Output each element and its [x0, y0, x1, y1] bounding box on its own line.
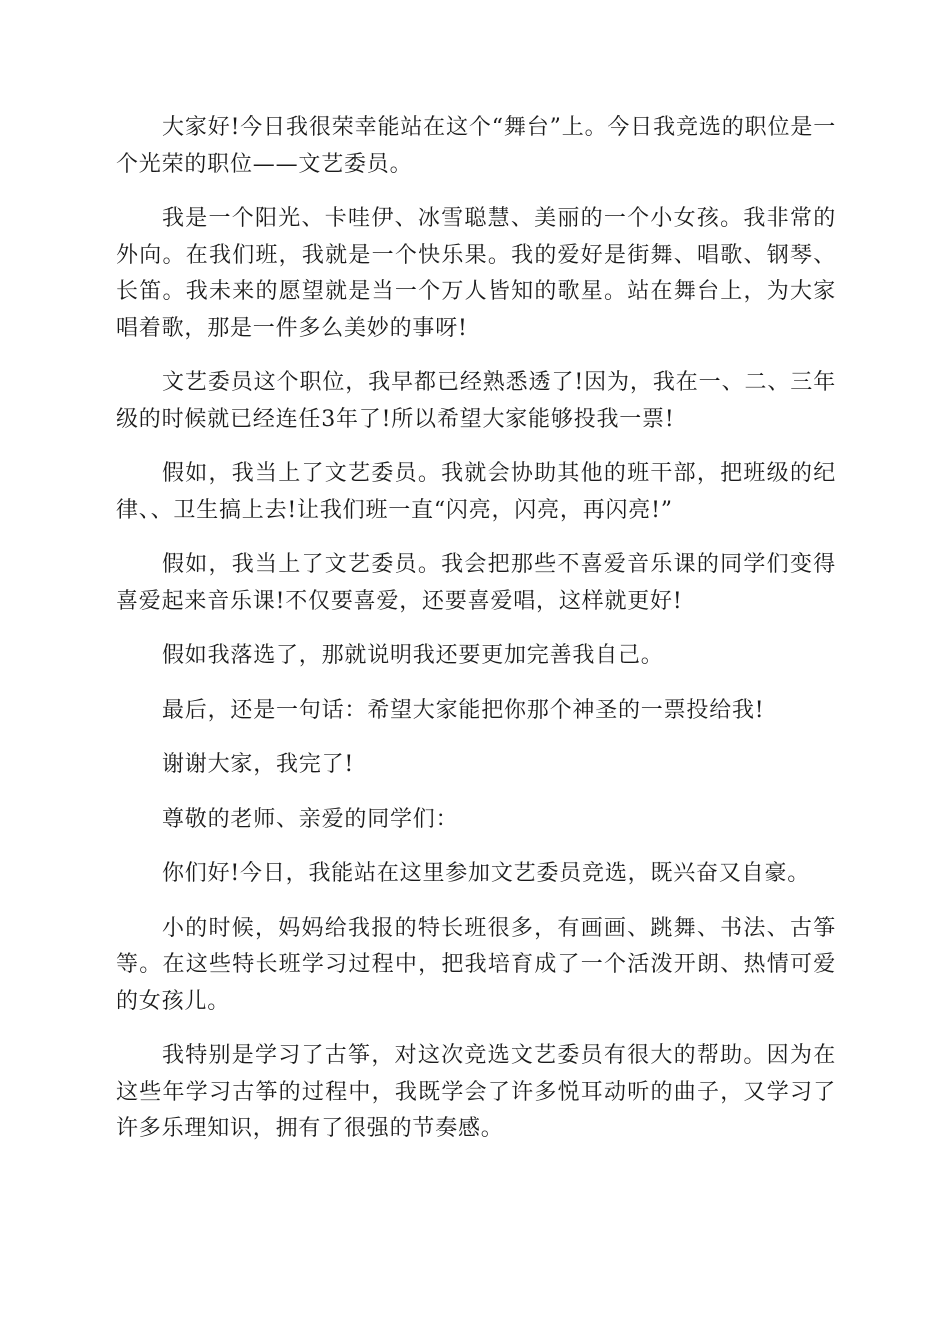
paragraph: 假如我落选了，那就说明我还要更加完善我自己。	[162, 643, 664, 668]
paragraph: 最后，还是一句话：希望大家能把你那个神圣的一票投给我!	[162, 697, 765, 723]
paragraph: 你们好!今日，我能站在这里参加文艺委员竞选，既兴奋又自豪。	[162, 861, 811, 886]
paragraph: 我特别是学习了古筝，对这次竞选文艺委员有很大的帮助。因为在这些年学习古筝的过程中，我既学会了许多悦耳动听的曲子，又学习了许多乐理知识，拥有了很强的节奏感。	[116, 1043, 836, 1141]
paragraph: 大家好!今日我很荣幸能站在这个“舞台”上。今日我竞选的职位是一个光荣的职位——文艺委员。	[116, 115, 836, 177]
paragraph: 小的时候，妈妈给我报的特长班很多，有画画、跳舞、书法、古筝等。在这些特长班学习过程中，把我培育成了一个活泼开朗、热情可爱的女孩儿。	[116, 915, 836, 1014]
paragraph: 我是一个阳光、卡哇伊、冰雪聪慧、美丽的一个小女孩。我非常的外向。在我们班，我就是一个快乐果。我的爱好是街舞、唱歌、钢琴、长笛。我未来的愿望就是当一个万人皆知的歌星。站在舞台上，为大家唱着歌，那是一件多么美妙的事呀!	[116, 206, 836, 341]
paragraph: 文艺委员这个职位，我早都已经熟悉透了!因为，我在一、二、三年级的时候就已经连任3年了!所以希望大家能够投我一票!	[116, 370, 836, 432]
paragraph: 假如，我当上了文艺委员。我会把那些不喜爱音乐课的同学们变得喜爱起来音乐课!不仅要喜爱，还要喜爱唱，这样就更好!	[116, 552, 836, 614]
paragraph: 尊敬的老师、亲爱的同学们：	[162, 806, 459, 832]
paragraph: 假如，我当上了文艺委员。我就会协助其他的班干部，把班级的纪律、、卫生搞上去!让我们班一直“闪亮，闪亮，再闪亮!”	[116, 461, 836, 523]
paragraph: 谢谢大家，我完了!	[162, 752, 355, 777]
document-body	[116, 110, 836, 1166]
